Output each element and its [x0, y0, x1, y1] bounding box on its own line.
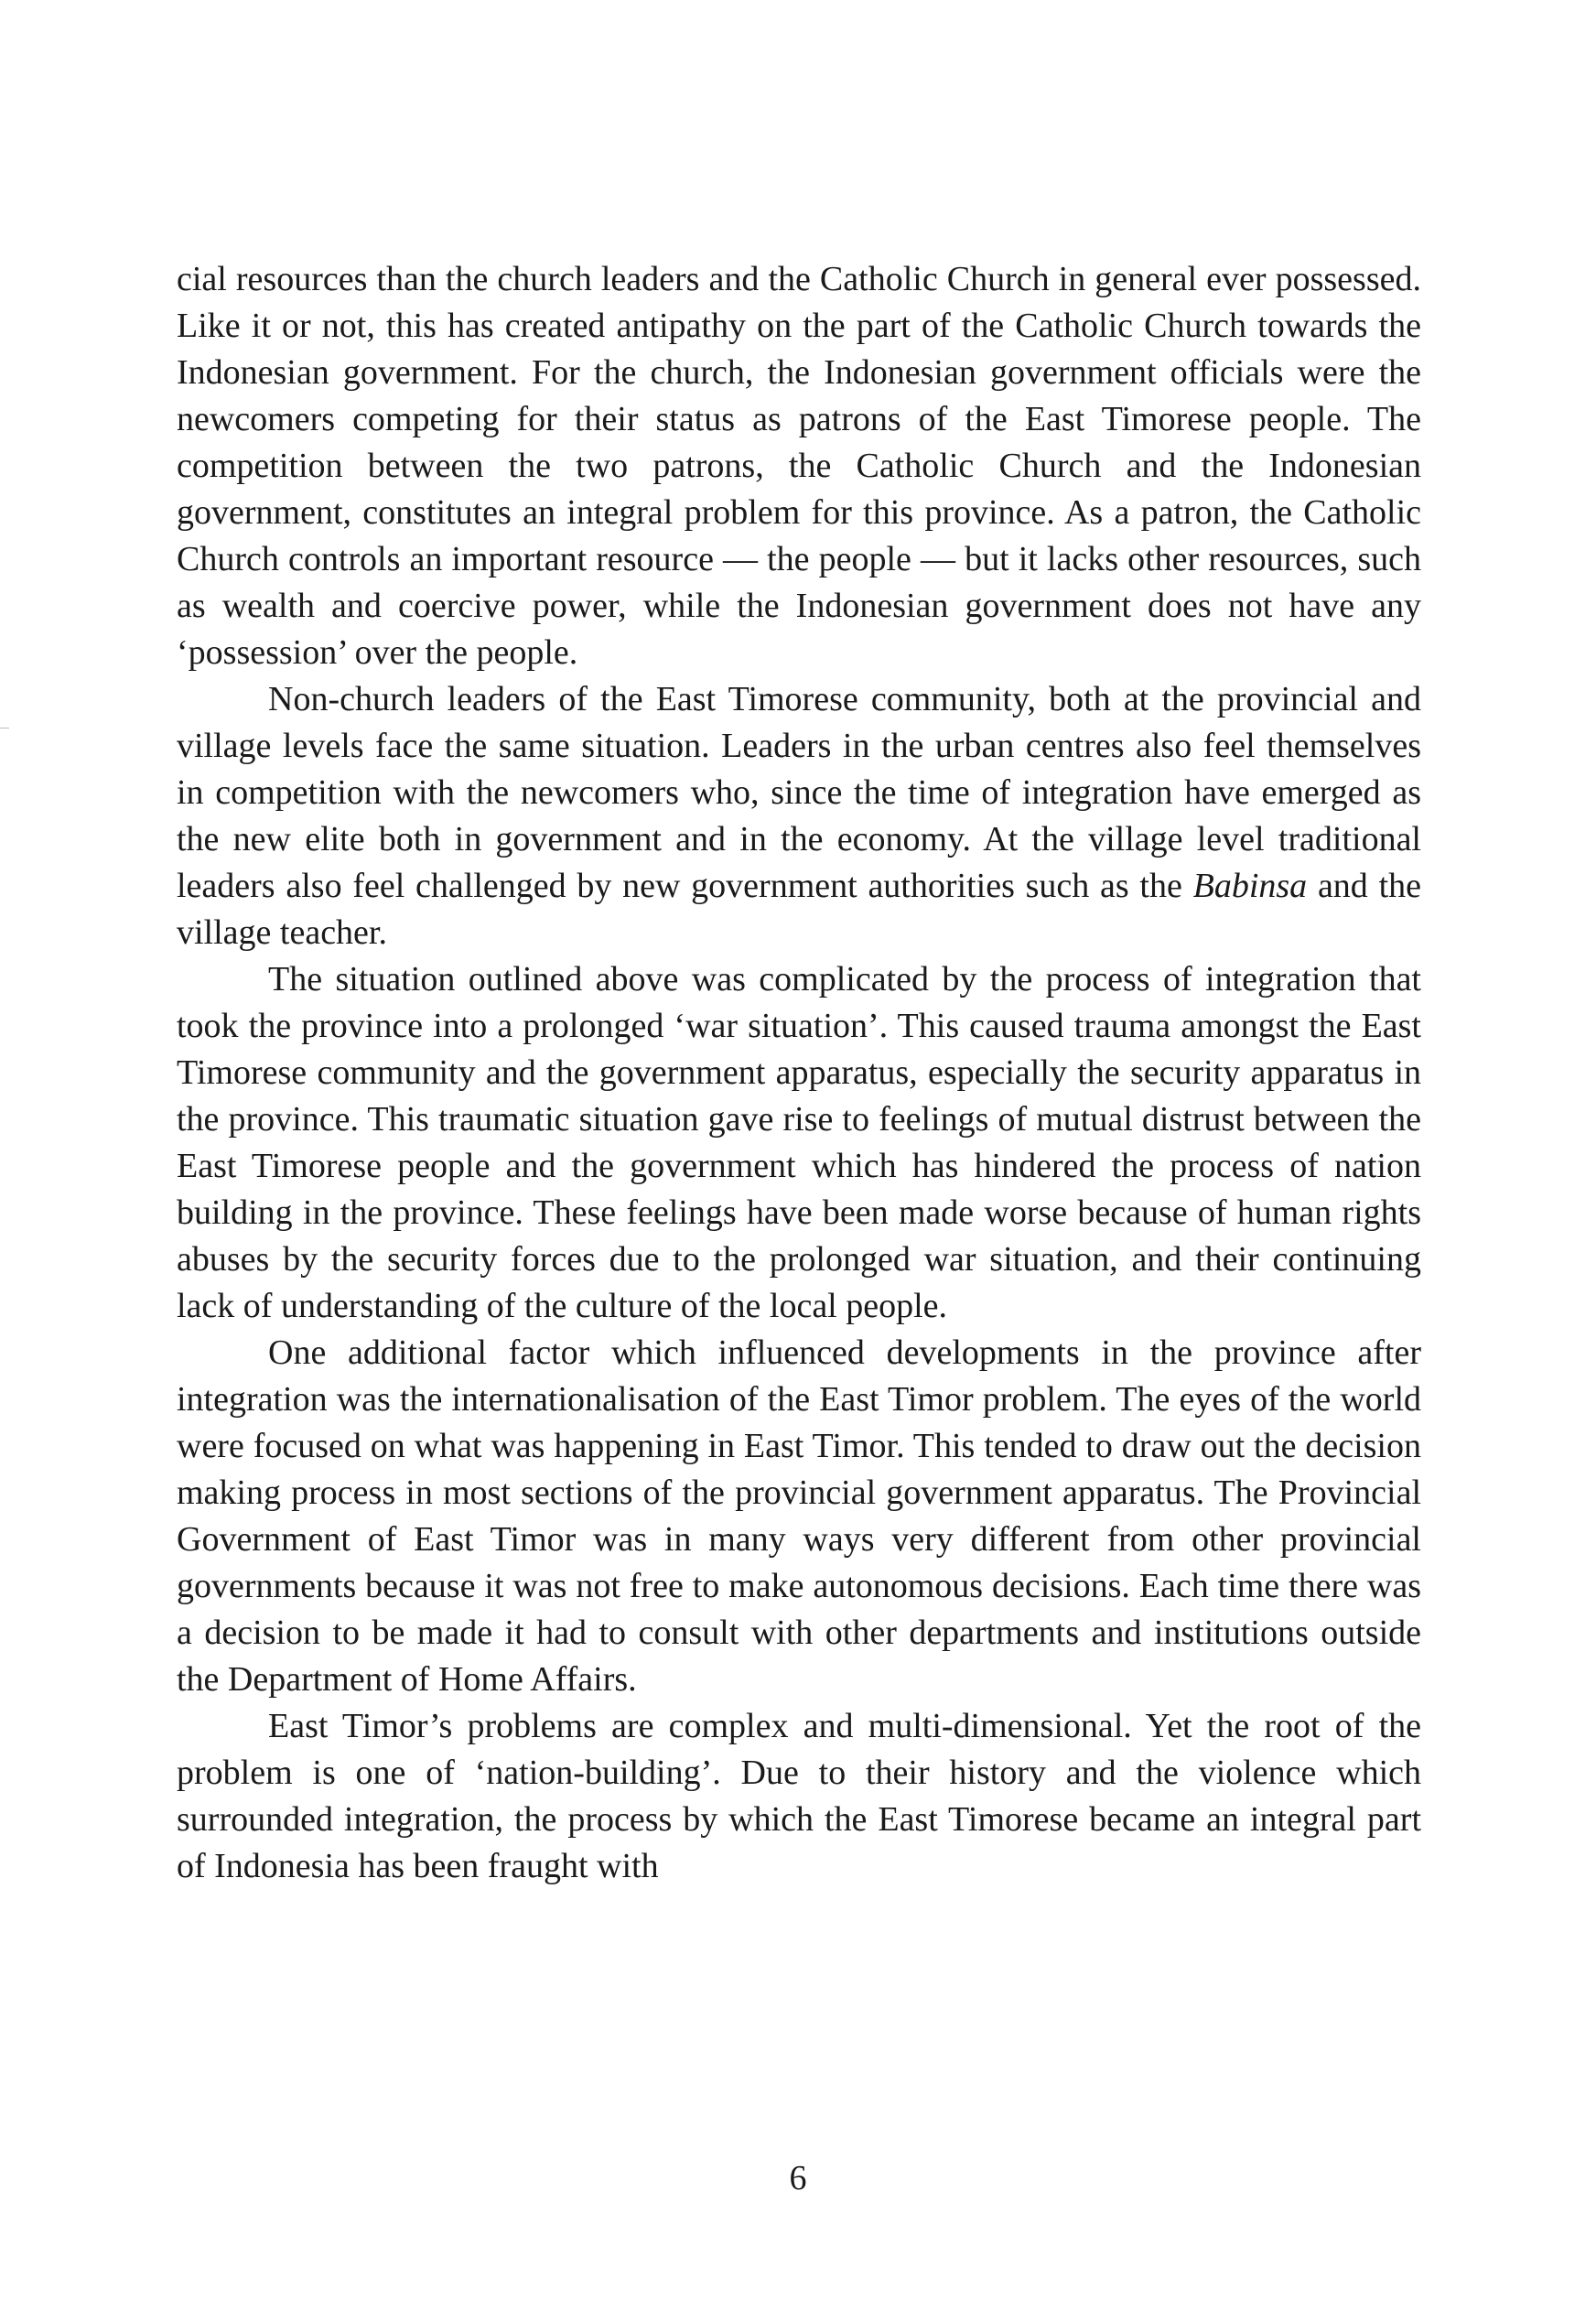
paragraph-1 — [177, 256, 1421, 676]
paragraph-2-text-end: and the village teacher. — [177, 867, 1421, 952]
paragraph-3-text: The situation outlined above was complicated by the process of integration that took the province into a prolonged ‘war situation’. This caused trauma amongst the East Timorese community and the government apparatus, especially the security apparatus in the province. This traumatic situation gave rise to feelings of mutual distrust between the East Timorese people and the government which has hindered the process of nation building in the province. These feelings have been made worse because of human rights abuses by the security forces due to the prolonged war situation, and their continuing lack of understanding of the culture of the local people. — [177, 960, 1421, 1325]
paragraph-5-text: East Timor’s problems are complex and multi-dimensional. Yet the root of the problem is one of ‘nation-building’. Due to their history and the violence which surrounded integration, the process by which the East Timorese became an integral part of Indonesia has been fraught with — [177, 1707, 1421, 1885]
page-number: 6 — [789, 2159, 807, 2197]
paragraph-4-text: One additional factor which influenced developments in the province after integration was the internationalisation of the East Timor problem. The eyes of the world were focused on what was happening in East Timor. This tended to draw out the decision making process in most sections of the provincial government apparatus. The Provincial Government of East Timor was in many ways very different from other provincial governments because it was not free to make autonomous decisions. Each time there was a decision to be made it had to consult with other departments and institutions outside the Department of Home Affairs. — [177, 1333, 1421, 1699]
paragraph-2 — [177, 676, 1421, 956]
paragraph-3 — [177, 956, 1421, 1330]
babinsa-term: Babinsa — [1192, 867, 1308, 905]
body-text — [177, 256, 1421, 1890]
paragraph-5 — [177, 1703, 1421, 1890]
paragraph-2-text: Non-church leaders of the East Timorese community, both at the provincial and village levels face the same situation. Leaders in the urban centres also feel themselves in competition with the newcomers who, since the time of integration have emerged as the new elite both in government and in the economy. At the village level traditional leaders also feel challenged by new government authorities such as the — [177, 680, 1421, 905]
paragraph-1-text: cial resources than the church leaders and the Catholic Church in general ever possessed. Like it or not, this has created antipathy on the part of the Catholic Church towards the Indonesian government. For the church, the Indonesian government officials were the newcomers competing for their status as patrons of the East Timorese people. The competition between the two patrons, the Catholic Church and the Indonesian government, constitutes an integral problem for this province. As a patron, the Catholic Church controls an important resource — the people — but it lacks other resources, such as wealth and coercive power, while the Indonesian government does not have any ‘possession’ over the people. — [177, 260, 1421, 672]
binding-edge-mark — [0, 728, 9, 729]
paragraph-4 — [177, 1330, 1421, 1703]
